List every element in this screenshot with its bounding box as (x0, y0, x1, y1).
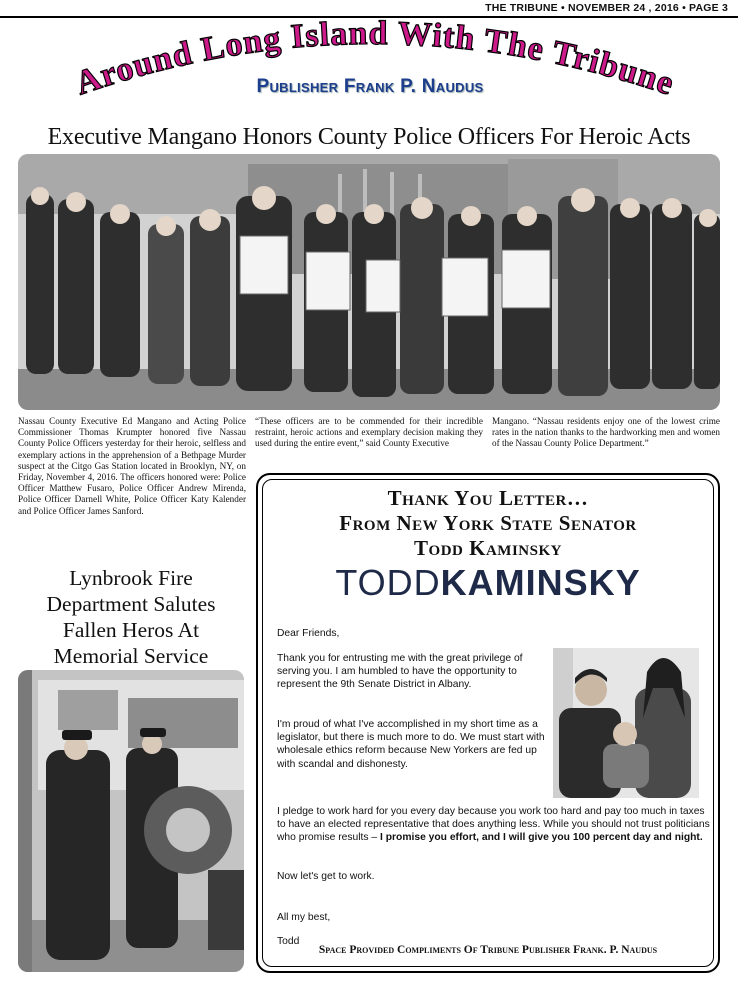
publisher-line: Publisher Frank P. Naudus (256, 76, 484, 97)
letter-title-line1: Thank You Letter… (387, 486, 589, 510)
headline-police-honors: Executive Mangano Honors County Police Officers For Heroic Acts (47, 124, 691, 150)
letter-title-line3: Todd Kaminsky (414, 536, 562, 560)
page-folio-bar (0, 0, 738, 18)
letter-title-line2: From New York State Senator (339, 511, 637, 535)
police-ceremony-photo (18, 154, 720, 410)
letter-paragraph-3-text: I pledge to work hard for you every day because you work too hard and pay too much in taxes to have an elected representative that does anything less. While you should not trust politicians who promise results – (277, 806, 710, 844)
kaminsky-logo (263, 562, 713, 604)
letter-footer-credit: Space Provided Compliments Of Tribune Publisher Frank. P. Naudus (318, 944, 658, 956)
masthead-banner (20, 18, 720, 118)
letter-paragraph-4: Now let's get to work. (277, 871, 375, 882)
letter-paragraph-3-bold: I promise you effort, and I will give you 100 percent day and night. (380, 832, 703, 844)
headline-lynbrook-fire: Lynbrook Fire Department Salutes Fallen Heros At Memorial Service (46, 566, 216, 668)
police-story-col2: “These officers are to be commended for their incredible restraint, heroic actions and exemplary decision making they used during the entire event,” said County Executive (255, 416, 483, 449)
thank-you-letter-box (256, 473, 720, 973)
letter-inner-frame (262, 479, 714, 967)
masthead-arc-title (20, 18, 720, 118)
letter-title (263, 486, 713, 561)
police-story-col1: Nassau County Executive Ed Mangano and Acting Police Commissioner Thomas Krumpter honored five Nassau County Police Officers yesterday for their heroic, selfless and exemplary actions in the apprehension of a Bethpage Murder suspect at the Citgo Gas Station located in Brooklyn, NY, on Friday, November 4, 2016. The officers honored were: Police Officer Matthew Fusaro, Police Officer Andrew Mirenda, Police Officer Darnell White, Police Officer Katy Kalender and Police Officer James Sanford. (18, 416, 246, 516)
fire-memorial-photo (18, 670, 244, 972)
logo-last-name: KAMINSKY (440, 562, 641, 603)
masthead-title: Around Long Island With The Tribune (70, 18, 679, 103)
logo-first-name: TODD (335, 562, 441, 603)
police-story-col3: Mangano. “Nassau residents enjoy one of the lowest crime rates in the nation thanks to the hardworking men and women of the Nassau County Police Department.” (492, 416, 720, 449)
letter-paragraph-3 (277, 805, 715, 845)
page-folio: THE TRIBUNE • NOVEMBER 24 , 2016 • PAGE 3 (485, 2, 728, 14)
letter-greeting: Dear Friends, (277, 628, 340, 639)
letter-closing: All my best, (277, 912, 331, 923)
kaminsky-family-photo (553, 648, 699, 798)
letter-paragraph-2: I'm proud of what I've accomplished in my short time as a legislator, but there is much more to do. We must start with wholesale ethics reform because New Yorkers are fed up with scandal and dishonesty. (277, 719, 545, 770)
letter-signature: Todd (277, 936, 300, 947)
letter-paragraph-1: Thank you for entrusting me with the great privilege of serving you. I am humbled to have the opportunity to represent the 9th Senate District in Albany. (277, 653, 523, 691)
